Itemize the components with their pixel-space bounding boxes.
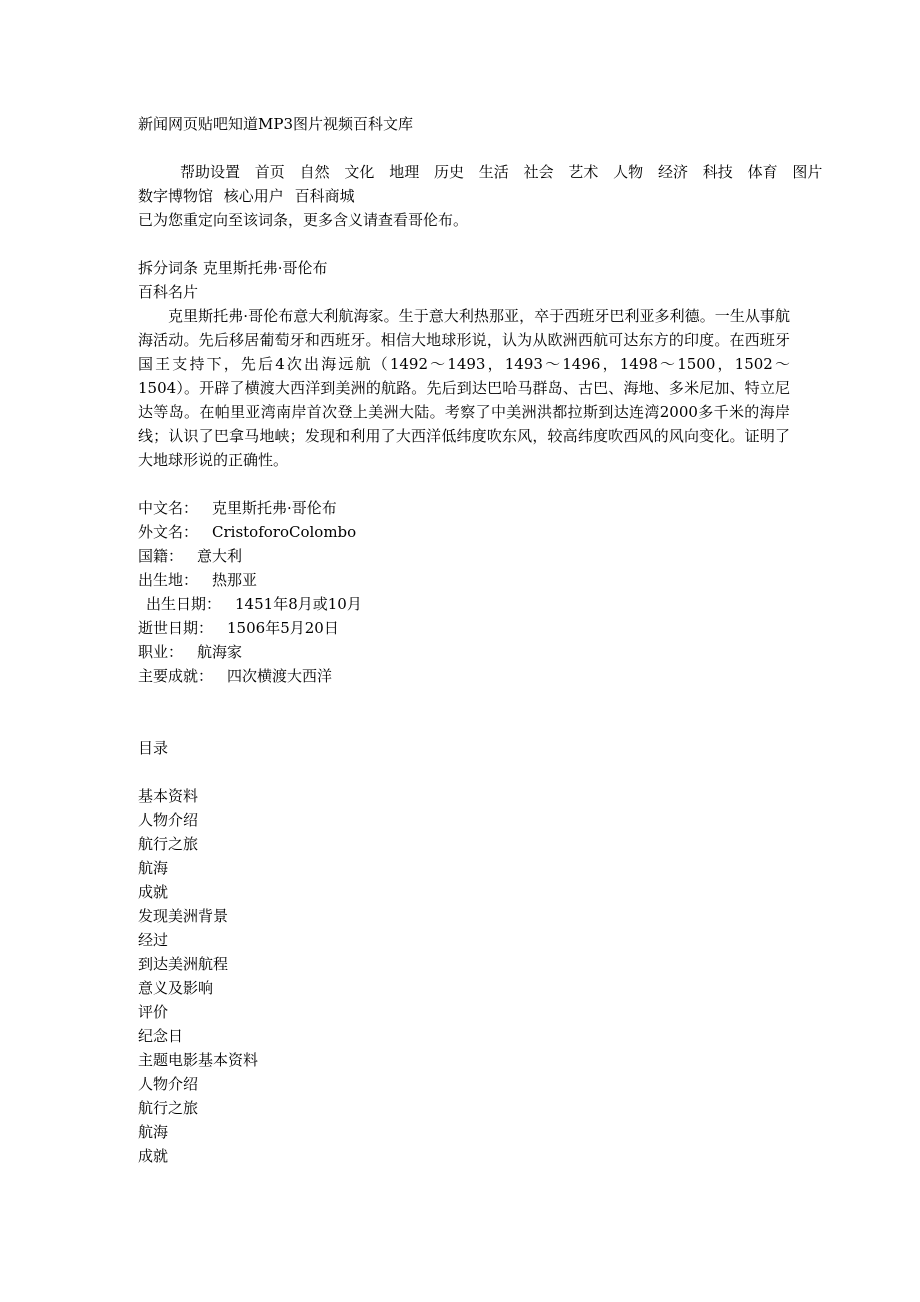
info-value: 意大利 (197, 547, 243, 565)
toc-item[interactable]: 发现美洲背景 (138, 907, 229, 925)
category-link[interactable]: 核心用户 (223, 187, 284, 205)
info-value: 1451年8月或10月 (235, 595, 362, 613)
toc-item[interactable]: 成就 (138, 1147, 169, 1165)
info-row-foreign-name (138, 520, 790, 544)
toc-item[interactable]: 航行之旅 (138, 1099, 199, 1117)
summary-paragraph: 克里斯托弗·哥伦布意大利航海家。生于意大利热那亚，卒于西班牙巴利亚多利德。一生从事航海活动。先后移居葡萄牙和西班牙。相信大地球形说，认为从欧洲西航可达东方的印度。在西班牙国王支持下，先后4次出海远航（1492～1493，1493～1496，1498～1500，1502～1504）。开辟了横渡大西洋到美洲的航路。先后到达巴哈马群岛、古巴、海地、多米尼加、特立尼达等岛。在帕里亚湾南岸首次登上美洲大陆。考察了中美洲洪都拉斯到达连湾2000多千米的海岸线；认识了巴拿马地峡；发现和利用了大西洋低纬度吹东风，较高纬度吹西风的风向变化。证明了大地球形说的正确性。 (138, 307, 790, 469)
card-title: 百科名片 (138, 283, 199, 301)
info-key: 职业： (138, 643, 184, 661)
category-link[interactable]: 体育 (747, 163, 778, 181)
toc-item[interactable]: 人物介绍 (138, 1075, 199, 1093)
toc-item[interactable]: 意义及影响 (138, 979, 214, 997)
info-key: 出生日期： (146, 595, 222, 613)
toc-item[interactable]: 航海 (138, 859, 169, 877)
toc-item[interactable]: 主题电影基本资料 (138, 1051, 259, 1069)
category-link[interactable]: 经济 (657, 163, 688, 181)
info-key: 中文名： (138, 499, 199, 517)
info-row-chinese-name (138, 496, 790, 520)
toc-list (138, 784, 790, 1168)
info-row-achievements (138, 664, 790, 688)
toc-title: 目录 (138, 739, 169, 757)
category-link[interactable]: 文化 (344, 163, 375, 181)
category-link[interactable]: 历史 (433, 163, 464, 181)
info-box (138, 496, 790, 688)
info-key: 出生地： (138, 571, 199, 589)
category-link[interactable]: 自然 (299, 163, 330, 181)
category-link[interactable]: 首页 (254, 163, 285, 181)
info-value: 克里斯托弗·哥伦布 (212, 499, 337, 517)
toc-item[interactable]: 航海 (138, 1123, 169, 1141)
info-row-death-date (138, 616, 790, 640)
toc-item[interactable]: 成就 (138, 883, 169, 901)
info-row-birth-date (138, 592, 790, 616)
category-link[interactable]: 人物 (613, 163, 644, 181)
category-link[interactable]: 地理 (389, 163, 420, 181)
document-page (138, 112, 823, 1168)
category-link[interactable]: 百科商城 (294, 187, 355, 205)
info-row-nationality (138, 544, 790, 568)
info-row-occupation (138, 640, 790, 664)
redirect-notice: 已为您重定向至该词条，更多含义请查看哥伦布。 (138, 211, 469, 229)
category-link[interactable]: 艺术 (568, 163, 599, 181)
split-entry: 拆分词条 克里斯托弗·哥伦布 (138, 259, 328, 277)
info-value: 热那亚 (212, 571, 258, 589)
category-link[interactable]: 社会 (523, 163, 554, 181)
top-nav-links[interactable]: 新闻网页贴吧知道MP3图片视频百科文库 (138, 115, 413, 133)
info-value: 航海家 (197, 643, 243, 661)
category-nav-row-2 (138, 184, 790, 208)
info-value: CristoforoColombo (212, 523, 357, 541)
info-key: 主要成就： (138, 667, 214, 685)
category-nav-row-1 (138, 160, 823, 184)
info-row-birthplace (138, 568, 790, 592)
toc-item[interactable]: 到达美洲航程 (138, 955, 229, 973)
info-key: 逝世日期： (138, 619, 214, 637)
category-link[interactable]: 科技 (702, 163, 733, 181)
info-key: 国籍： (138, 547, 184, 565)
info-value: 四次横渡大西洋 (227, 667, 333, 685)
info-key: 外文名： (138, 523, 199, 541)
category-link[interactable]: 生活 (478, 163, 509, 181)
category-link[interactable]: 图片 (792, 163, 823, 181)
info-value: 1506年5月20日 (227, 619, 339, 637)
toc-item[interactable]: 纪念日 (138, 1027, 184, 1045)
toc-item[interactable]: 评价 (138, 1003, 169, 1021)
toc-item[interactable]: 人物介绍 (138, 811, 199, 829)
toc-item[interactable]: 航行之旅 (138, 835, 199, 853)
toc-item[interactable]: 经过 (138, 931, 169, 949)
toc-item[interactable]: 基本资料 (138, 787, 199, 805)
category-link[interactable]: 帮助设置 (180, 163, 241, 181)
category-link[interactable]: 数字博物馆 (138, 187, 214, 205)
